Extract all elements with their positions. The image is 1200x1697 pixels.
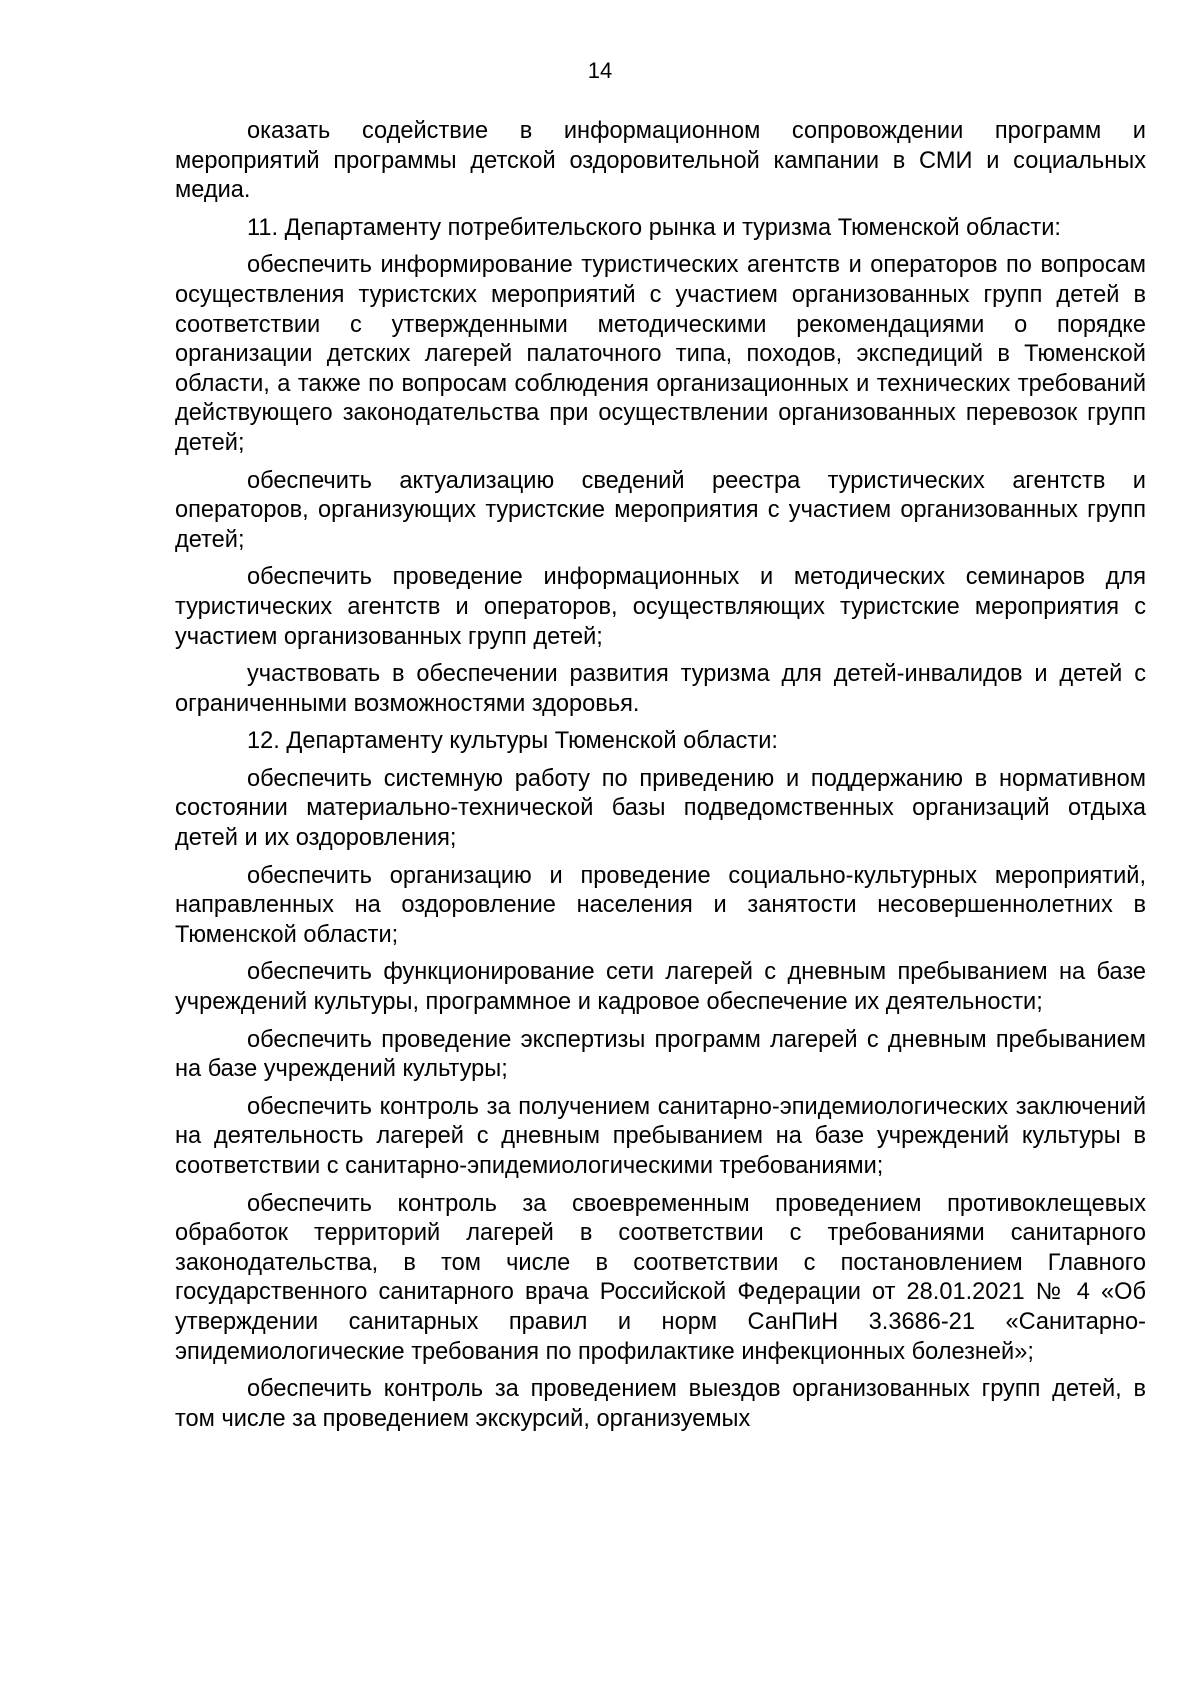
paragraph-sanitary-conclusions: обеспечить контроль за получением санитарно-эпидемиологических заключений на деятельность лагерей с дневным пребыванием на базе учреждений культуры в соответствии с санитарно-эпидемиологическими требованиями; (175, 1093, 1146, 1179)
page-number: 14 (587, 58, 613, 83)
paragraph-inclusive-tourism: участвовать в обеспечении развития туризма для детей-инвалидов и детей с ограниченными возможностями здоровья. (175, 661, 1146, 717)
document-body (175, 117, 1146, 1442)
paragraph-program-expertise: обеспечить проведение экспертизы программ лагерей с дневным пребыванием на базе учреждений культуры; (175, 1026, 1146, 1083)
paragraph-registry-update: обеспечить актуализацию сведений реестра туристических агентств и операторов, организующих туристские мероприятия с участием организованных групп детей; (175, 467, 1146, 553)
paragraph-item-11-heading: 11. Департаменту потребительского рынка и туризма Тюменской области: (247, 214, 1061, 241)
paragraph-tick-treatment: обеспечить контроль за своевременным проведением противоклещевых обработок территорий лагерей в соответствии с требованиями санитарного законодательства, в том числе в соответствии с постановлением Главного государственного санитарного врача Российской Федерации от 28.01.2021 № 4 «Об утверждении санитарных правил и норм СанПиН 3.3686-21 «Санитарно-эпидемиологические требования по профилактике инфекционных болезней»; (175, 1190, 1146, 1365)
paragraph-item-12-heading: 12. Департаменту культуры Тюменской области: (247, 728, 778, 755)
paragraph-tour-agencies-info: обеспечить информирование туристических агентств и операторов по вопросам осуществления туристских мероприятий с участием организованных групп детей в соответствии с утвержденными методическими рекомендациями о порядке организации детских лагерей палаточного типа, походов, экспедиций в Тюменской области, а также по вопросам соблюдения организационных и технических требований действующего законодательства при осуществлении организованных перевозок групп детей; (175, 252, 1146, 456)
paragraph-media-support: оказать содействие в информационном сопровождении программ и мероприятий программы детской оздоровительной кампании в СМИ и социальных медиа. (175, 118, 1146, 204)
paragraph-day-camps-network: обеспечить функционирование сети лагерей с дневным пребыванием на базе учреждений культуры, программное и кадровое обеспечение их деятельности; (175, 959, 1146, 1016)
paragraph-seminars: обеспечить проведение информационных и методических семинаров для туристических агентств и операторов, осуществляющих туристские мероприятия с участием организованных групп детей; (175, 564, 1146, 650)
paragraph-sociocultural-events: обеспечить организацию и проведение социально-культурных мероприятий, направленных на оздоровление населения и занятости несовершеннолетних в Тюменской области; (175, 862, 1146, 948)
paragraph-material-base: обеспечить системную работу по приведению и поддержанию в нормативном состоянии материально-технической базы подведомственных организаций отдыха детей и их оздоровления; (175, 765, 1146, 852)
paragraph-group-trips-control: обеспечить контроль за проведением выездов организованных групп детей, в том числе за проведением экскурсий, организуемых (175, 1376, 1146, 1432)
